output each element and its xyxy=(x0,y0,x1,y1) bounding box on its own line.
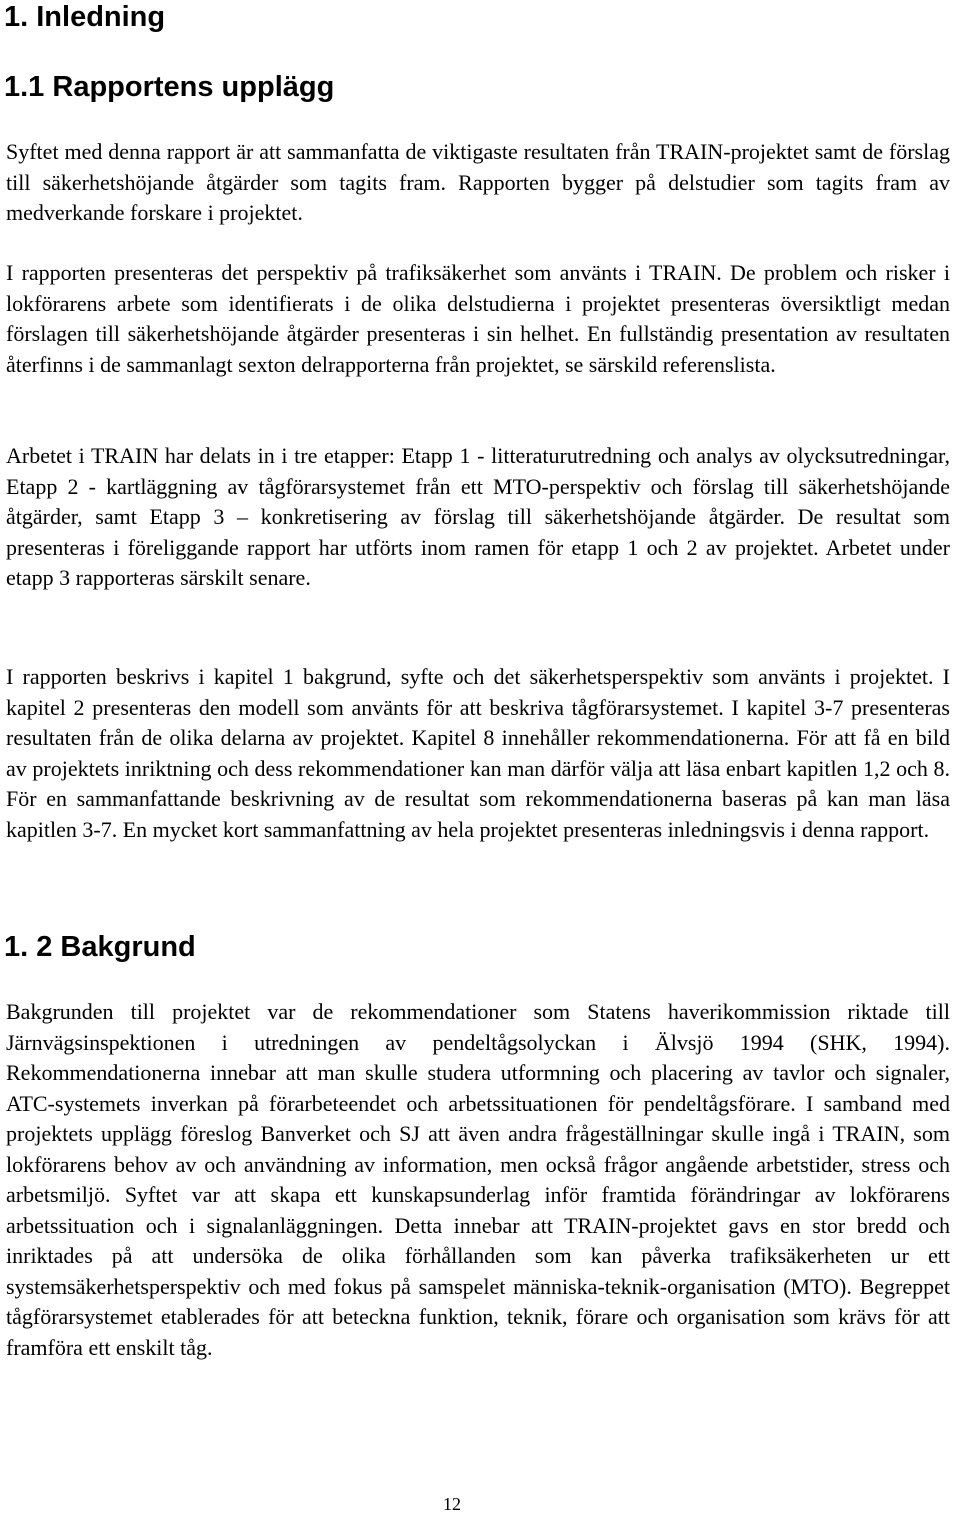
chapter-heading: 1. Inledning xyxy=(4,1,166,33)
paragraph: Bakgrunden till projektet var de rekommendationer som Statens haverikommission riktade till Järnvägsinspektionen i utredningen av pendeltågsolyckan i Älvsjö 1994 (SHK, 1994). Rekommendationerna innebar att man skulle studera utformning och placering av tavlor och signaler, ATC-systemets inverkan på förarbeteendet och arbetssituationen för pendeltågsförare. I samband med projektets upplägg föreslog Banverket och SJ att även andra frågeställningar skulle ingå i TRAIN, som lokförarens behov av och användning av information, men också frågor angående arbetstider, stress och arbetsmiljö. Syftet var att skapa ett kunskapsunderlag inför framtida förändringar av lokförarens arbetssituation och i signalanläggningen. Detta innebar att TRAIN-projektet gavs en stor bredd och inriktades på att undersöka de olika förhållanden som kan påverka trafiksäkerheten ur ett systemsäkerhetsperspektiv och med fokus på samspelet människa-teknik-organisation (MTO). Begreppet tågförarsystemet etablerades för att beteckna funktion, teknik, förare och organisation som krävs för att framföra ett enskilt tåg. xyxy=(6,999,950,1360)
paragraph: Syftet med denna rapport är att sammanfatta de viktigaste resultaten från TRAIN-projektet samt de förslag till säkerhetshöjande åtgärder som tagits fram. Rapporten bygger på delstudier som tagits fram av medverkande forskare i projektet. xyxy=(6,139,950,225)
paragraph: Arbetet i TRAIN har delats in i tre etapper: Etapp 1 - litteraturutredning och analys av olycksutredningar, Etapp 2 - kartläggning av tågförarsystemet från ett MTO-perspektiv och förslag till säkerhetshöjande åtgärder, samt Etapp 3 – konkretisering av förslag till säkerhetshöjande åtgärder. De resultat som presenteras i föreliggande rapport har utförts inom ramen för etapp 1 och 2 av projektet. Arbetet under etapp 3 rapporteras särskilt senare. xyxy=(6,443,950,590)
paragraph: I rapporten presenteras det perspektiv på trafiksäkerhet som använts i TRAIN. De problem och risker i lokförarens arbete som identifierats i de olika delstudierna i projektet presenteras översiktligt medan förslagen till säkerhetshöjande åtgärder presenteras i sin helhet. En fullständig presentation av resultaten återfinns i de sammanlagt sexton delrapporterna från projektet, se särskild referenslista. xyxy=(6,260,950,377)
section-heading-rapportens-upplagg: 1.1 Rapportens upplägg xyxy=(4,71,335,103)
paragraph: I rapporten beskrivs i kapitel 1 bakgrund, syfte och det säkerhetsperspektiv som använts i projektet. I kapitel 2 presenteras den modell som använts för att beskriva tågförarsystemet. I kapitel 3-7 presenteras resultaten från de olika delarna av projektet. Kapitel 8 innehåller rekommendationerna. För att få en bild av projektets inriktning och dess rekommendationer kan man därför välja att läsa enbart kapitlen 1,2 och 8. För en sammanfattande beskrivning av de resultat som rekommendationerna baseras på kan man läsa kapitlen 3-7. En mycket kort sammanfattning av hela projektet presenteras inledningsvis i denna rapport. xyxy=(6,664,950,842)
section-heading-bakgrund: 1. 2 Bakgrund xyxy=(4,931,196,963)
page-number: 12 xyxy=(443,1494,461,1514)
